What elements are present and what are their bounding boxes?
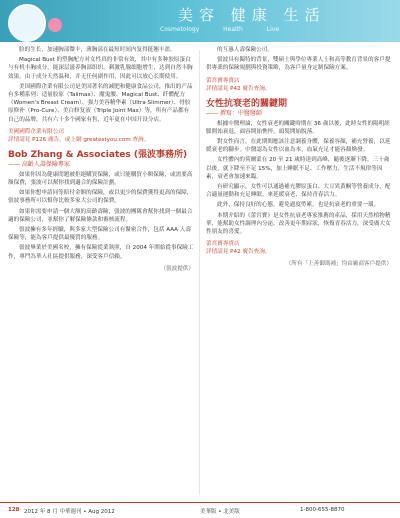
advertiser-name: 美國國際企業有限公司 — [8, 128, 64, 135]
paragraph: 脸的生长，加速胸部微丰，薄胸部在最短时间内复得挺翘丰盈。 — [19, 47, 176, 53]
paragraph: 如果你想申請同等賠付金額的保險，或以更少的保費獲得更高的保障，張波事務所可以幫你比較多家大公司的保費。 — [8, 190, 193, 205]
paragraph: 根據中醫理論，女性衰老的關鍵時期在 36 歲以後，此時女性的陽明經脈開始衰退，面容開始憔悴，頭髮開始脫落。 — [206, 120, 390, 135]
advertiser-info — [206, 77, 392, 93]
article-title: 女性抗衰老的關鍵期 — [206, 98, 288, 109]
advertiser-contact: 詳情請見 P42 廣告查詢。 — [206, 249, 271, 256]
article-subtitle: —— 高齡人壽保險專家 — [8, 160, 70, 168]
page-number: 128 — [8, 507, 20, 513]
paragraph: 張波畢業於美國名校，擁有保險從業執照，自 2004 年開始從事保險工作，專門為華人社區提供服務，深受客戶信賴。 — [8, 245, 194, 260]
footer-phone: 1-800-655-8870 — [300, 507, 345, 513]
paragraph: 如果你因為健康問題被拒絕購買保險，或只能購買小額保險，或需要高額保費，張波可以幫你找到適合的保險計劃。 — [8, 171, 193, 187]
paragraph: 本期介紹的《蕾宮寶》是女性抗衰老專家推薦的產品，採用天然植物精華，能幫助女性調理內分泌，改善更年期症狀，恢復青春活力，深受廣大女性朋友的喜愛。 — [206, 212, 391, 236]
paragraph: 對女性而言，在此期間應該注意調養身體，保養容顏，補充營養，以延緩衰老的腳步。中醫認為女性以血為本，血氣充足才能容顏煥發。 — [206, 139, 391, 154]
advertiser-contact: 詳情請見 P42 廣告查詢。 — [206, 85, 271, 92]
advertiser-info — [206, 240, 392, 256]
paragraph: 此外，保持良好的心態，避免過度勞累，也是抗衰老的重要一環。 — [217, 202, 380, 209]
column-divider — [199, 50, 200, 495]
decorative-flower-graphic — [48, 18, 62, 32]
advertiser-name: 蕾宮寶專賣店 — [206, 77, 240, 84]
brand-info: 美華版 • 北美版 — [200, 509, 240, 515]
section-title-chinese: 美容 健康 生活 — [178, 6, 326, 24]
paragraph: 美国國際企業有限公司是美国著名的减肥和健康食品公司，推出的产品有多種系列：适量胶原（Talimax）、魔鬼腰、Magical Bust、纤體配方（Women's Breast Cream）、强力美容精华素（Ultra Slimmer）、骨胶原修补（Pro-Cure）、美白修复液（Triple Joint Max）等，所有产品都有自己的品牌，共有六十多个國家有售，近年更在中国开设分店。 — [8, 83, 193, 123]
decorative-circle-graphic — [8, 4, 46, 42]
issue-info: 2012 年 8 月 中華週刊 • Aug 2012 — [24, 509, 115, 515]
right-column — [206, 46, 392, 268]
paragraph: 如果你需要申請一個大額的高齡壽險，張波的團隊會幫你找到一個最合適的保險公司，並幫你了解保險條款和審核流程。 — [8, 208, 193, 223]
paragraph: 的互惠人壽保險公司。 — [217, 47, 273, 53]
paragraph: 張波具有獨特的背景，雙碩士與學位專業人士和高等教育背景的客戶提供專業的保險規劃與投資策略，為客戶量身定制保險方案。 — [206, 57, 391, 72]
paragraph: 有研究顯示，女性可以通過補充膠原蛋白、大豆異黃酮等營養成分，配合適量運動和充足睡眠，來延緩衰老、保持青春活力。 — [206, 184, 391, 199]
paragraph: 張波擁有多年經驗，與多家大型保險公司有緊密合作，包括 AAA 人壽保險等，能為客戶提供最優質的服務。 — [8, 227, 191, 242]
article-title: Bob Zhang & Associates (張波事務所) — [8, 149, 188, 160]
section-header-banner — [0, 0, 400, 42]
paragraph: Magical Bust 的塑胸配方对女性真的非常有效，其中有多种胶原蛋白与有机丰胸成分，能深层滋养胸部组织，刺激乳腺细胞增生，达到自然丰胸效果。由于成分天然温和，并无任何副作用，因此可以放心长期使用。 — [8, 57, 193, 80]
article-credit: （所有「上善御瑪補」均由廠商客戶提供） — [285, 261, 392, 268]
article-subtitle: —— 撰寫：中醫醫師 — [206, 109, 262, 117]
paragraph: 女性體內的荷爾蒙在 20 至 21 歲時達到高峰，隨後逐漸下降。三十歲以後，就下降至不足 15%，加上睡眠不足、工作壓力、生活不規律等因素，衰老會加速來臨。 — [206, 157, 390, 180]
section-title-english: Cosmetology Health Live — [160, 26, 280, 33]
advertiser-contact: 詳情請見 P126 廣告，或上網 greatestyou.com 查詢。 — [8, 136, 150, 143]
advertiser-info — [8, 128, 194, 144]
article-credit: （張波提供） — [160, 265, 194, 272]
advertiser-name: 蕾宮寶專賣店 — [206, 241, 240, 248]
page-footer — [0, 502, 400, 518]
left-column — [8, 46, 194, 273]
